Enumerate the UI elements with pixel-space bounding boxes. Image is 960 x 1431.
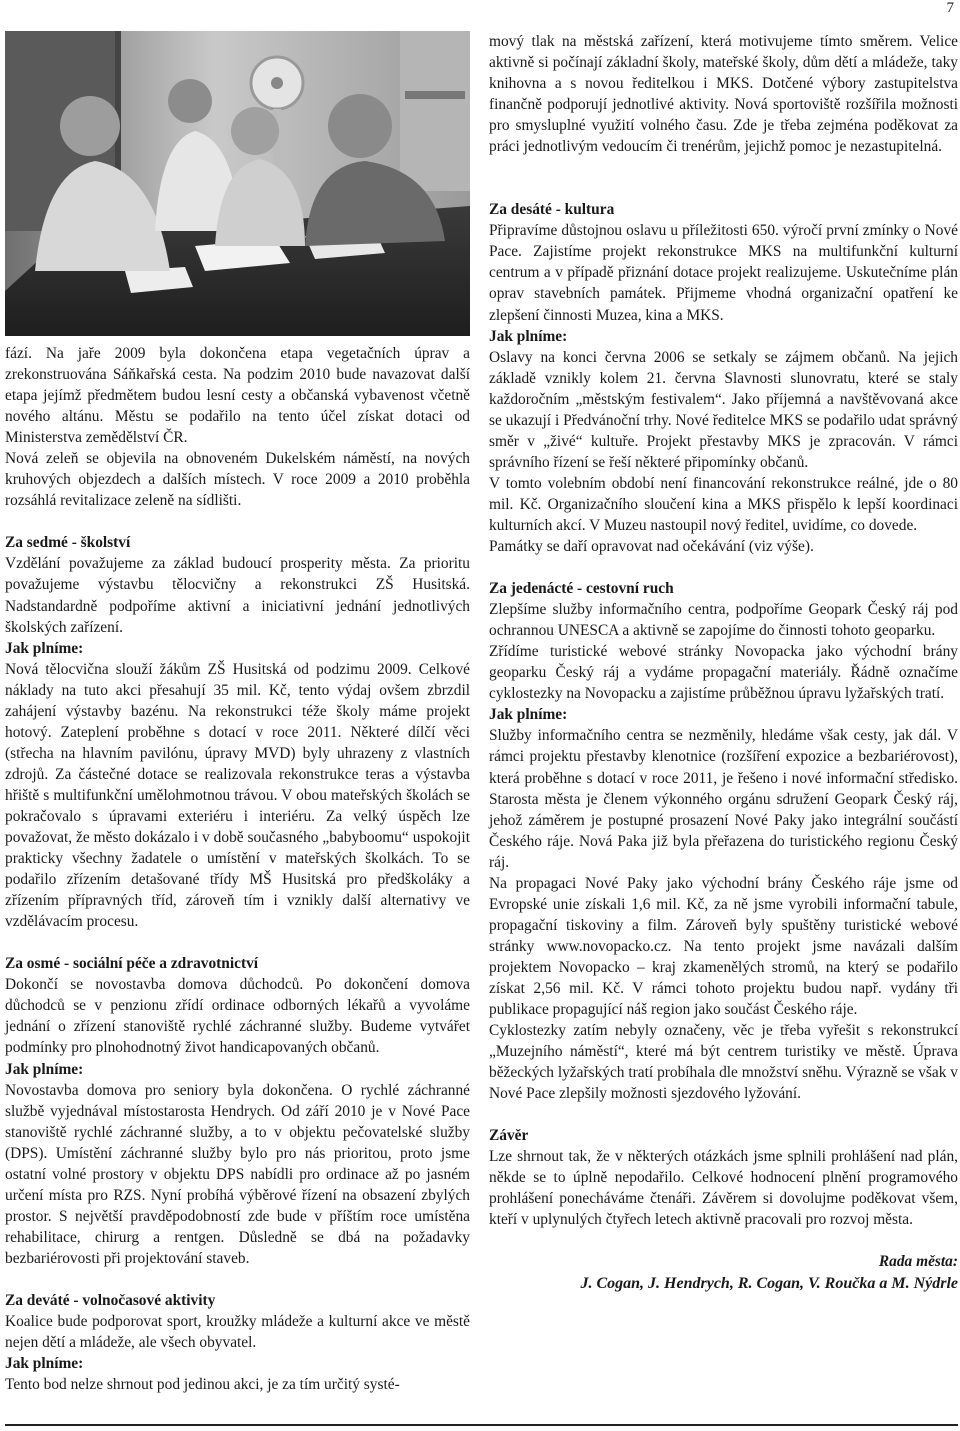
paragraph: Novostavba domova pro seniory byla dokončena. O rychlé záchranné službě vyjednával místostarosta Hendrych. Od září 2010 je v Nové Pace stanoviště rychlé záchranné služby, a to v objektu pečovatelské služby (DPS). Umístění záchranné služby bylo pro nás prioritou, proto jsme ostatní volné prostory v objektu DPS nabídli pro ordinace až po jasném určení místa pro RZS. Nyní probíhá výběrové řízení na obsazení zbylých prostor. S největší pravděpodobností zde bude v příštím roce umístěna rehabilitace, chirurg a rentgen. Důsledně se dbá na požadavky bezbariérovosti při projektování staveb. — [5, 1081, 470, 1267]
section-heading: Za jedenácté - cestovní ruch — [489, 580, 674, 598]
paragraph: Dokončí se novostavba domova důchodců. Po dokončení domova důchodců se v penzionu zřídí ordinace odborných lékařů a vyvoláme jednání o zřízení stanoviště rychlé záchranné služby. Budeme vytvářet podmínky pro plnohodnotný život handicapovaných občanů. — [5, 976, 470, 1057]
section-heading: Za sedmé - školství — [5, 534, 131, 552]
paragraph: Služby informačního centra se nezměnily, hledáme však cesty, jak dál. V rámci projektu přestavby klenotnice (rozšíření expozice a bezbariérovost), která proběhne s dotací v roce 2011, je řešeno i nové informační středisko. Starosta města je členem výkonného orgánu sdružení Geopark Český ráj, jehož záměrem je postupné prosazení Nové Paky jako integrální součástí Českého ráje. Nová Paka již byla přeřazena do turistického regionu Český ráj. — [489, 727, 958, 871]
paragraph: Na propagaci Nové Paky jako východní brány Českého ráje jsme od Evropské unie získali 1,6 mil. Kč, za ně jsme vyrobili informační tabule, propagační tiskoviny a film. Zároveň byly spuštěny turistické webové stránky www.novopacko.cz. Na tento projekt jsme navázali dalším projektem Novopacko – kraj zkamenělých stromů, na který se podařilo získat 2,56 mil. Kč. V rámci tohoto projektu budou např. vydány tři publikace propagující náš region jako součást Českého ráje. — [489, 874, 958, 1019]
paragraph: Nová zeleň se objevila na obnoveném Dukelském náměstí, na nových kruhových objezdech a dalších místech. V roce 2009 a 2010 proběhla rozsáhlá revitalizace zeleně na sídlišti. — [5, 450, 470, 510]
paragraph: Cyklostezky zatím nebyly označeny, věc je třeba vyřešit s rekonstrukcí „Muzejního náměstí“, které má být centrem turistiky ve městě. Úprava běžeckých lyžařských tratí probíhala dle množství sněhu. Výrazně se však v Nové Pace zlepšily možnosti sjezdového lyžování. — [489, 1022, 958, 1103]
section-heading: Za desáté - kultura — [489, 201, 615, 219]
subsection-heading: Jak plníme: — [5, 1060, 84, 1078]
paragraph: Zlepšíme služby informačního centra, podpoříme Geopark Český ráj pod ochrannou UNESCA a aktivně se zapojíme do činnosti tohoto geoparku. — [489, 601, 958, 640]
subsection-heading: Jak plníme: — [489, 706, 568, 724]
section-heading: Za deváté - volnočasové aktivity — [5, 1291, 216, 1309]
signature-title: Rada města: — [878, 1253, 958, 1271]
paragraph: mový tlak na městská zařízení, která motivujeme tímto směrem. Velice aktivně si počínají základní školy, mateřské školy, dům dětí a mládeže, taky knihovna a s novou ředitelkou i MKS. Dotčené výbory zastupitelstva finančně podporují jednotlivé aktivity. Nová sportoviště rozšířila možnosti pro smysluplné využití volného času. Zde je třeba zejména poděkovat za práci jednotlivým vedoucím či trenérům, jejichž pomoc je nezastupitelná. — [489, 33, 958, 156]
subsection-heading: Jak plníme: — [489, 327, 568, 345]
paragraph: Vzdělání považujeme za základ budoucí prosperity města. Za prioritu považujeme výstavbu tělocvičny a rekonstrukci ZŠ Husitská. Nadstandardně podpoříme aktivní a iniciativní jednání jednotlivých školských zařízení. — [5, 555, 470, 636]
paragraph: V tomto volebním období není financování rekonstrukce reálné, jde o 80 mil. Kč. Organizačního sloučení kina a MKS přispělo k lepší koordinaci kulturních akcí. V Muzeu nastoupil nový ředitel, uvidíme, co dovede. — [489, 474, 958, 534]
right-column — [489, 31, 958, 1294]
subsection-heading: Jak plníme: — [5, 1355, 84, 1373]
meeting-photo-graphic — [5, 31, 470, 336]
meeting-photo — [5, 31, 470, 336]
paragraph: Lze shrnout tak, že v některých otázkách jsme splnili prohlášení nad plán, někde se to úplně nepodařilo. Celkové hodnocení plnění programového prohlášení ponecháváme čtenáři. Závěrem si dovolujme poděkovat všem, kteří v uplynulých čtyřech letech aktivně pracovali pro rozvoj města. — [489, 1148, 958, 1229]
section-heading: Za osmé - sociální péče a zdravotnictví — [5, 955, 259, 973]
footer-divider — [5, 1424, 958, 1426]
section-heading: Závěr — [489, 1127, 529, 1145]
subsection-heading: Jak plníme: — [5, 639, 84, 657]
signature-names: J. Cogan, J. Hendrych, R. Cogan, V. Roučka a M. Nýdrle — [580, 1274, 958, 1292]
left-column — [5, 343, 470, 1395]
paragraph: Připravíme důstojnou oslavu u příležitosti 650. výročí první zmínky o Nové Pace. Zajistíme projekt rekonstrukce MKS na multifunkční kulturní centrum a v případě přiznání dotace projekt realizujeme. Uskutečníme plán oprav stavebních památek. Přijmeme vhodná organizační opatření ke zlepšení činnosti Muzea, kina a MKS. — [489, 222, 958, 324]
paragraph: Tento bod nelze shrnout pod jedinou akci, je za tím určitý systé- — [5, 1376, 400, 1394]
paragraph: fází. Na jaře 2009 byla dokončena etapa vegetačních úprav a zrekonstruována Sáňkařská cesta. Na podzim 2010 bude navazovat další etapa jejímž předmětem budou lesní cesty a občanská vybavenost včetně nového altánu. Městu se podařilo na tento účel získat dotaci od Ministerstva zemědělství ČR. — [5, 345, 470, 447]
page-number: 7 — [946, 0, 954, 16]
paragraph: Památky se daří opravovat nad očekávání (viz výše). — [489, 538, 814, 556]
paragraph: Nová tělocvična slouží žákům ZŠ Husitská od podzimu 2009. Celkové náklady na tuto akci přesahují 35 mil. Kč, tento výdaj ovšem zbrzdil zahájení výstavby bazénu. Na rekonstrukci téže školy máme projekt hotový. Zateplení proběhne s dotací v roce 2011. Některé dílčí věci (střecha na hlavním pavilónu, úpravy MVD) byly uhrazeny z vlastních zdrojů. Za částečné dotace se realizovala rekonstrukce teras a výstavba hřiště s multifunkční umělohmotnou trávou. V obou mateřských školách se pokračovalo s úpravami exteriéru i interiéru. Za velký úspěch lze považovat, že město dokázalo i v době současného „babyboomu“ uspokojit prakticky všechny žadatele o umístění v mateřských školkách. To se podařilo zřízením detašované třídy MŠ Husitská pro předškoláky a zřízením přípravných tříd, zároveň tím i vznikly další alternativy ve vzdělávacím procesu. — [5, 660, 470, 931]
paragraph: Zřídíme turistické webové stránky Novopacka jako východní brány geoparku Český ráj a vydáme propagační materiály. Řádně označíme cyklostezky na Novopacku a zajistíme průběžnou úpravu lyžařských tratí. — [489, 643, 958, 703]
paragraph: Oslavy na konci června 2006 se setkaly se zájmem občanů. Na jejich základě vznikly kolem 21. června Slavnosti slunovratu, které se staly každoročním „městským festivalem“. Jako příjemná a navštěvovaná akce se ukazují i Předvánoční trhy. Nové ředitelce MKS se podařilo udat správný směr v „živé“ kultuře. Projekt přestavby MKS je zpracován. V rámci správního řízení se řeší některé připomínky občanů. — [489, 348, 958, 471]
paragraph: Koalice bude podporovat sport, kroužky mládeže a kulturní akce ve městě nejen dětí a mládeže, ale všech obyvatel. — [5, 1313, 470, 1352]
